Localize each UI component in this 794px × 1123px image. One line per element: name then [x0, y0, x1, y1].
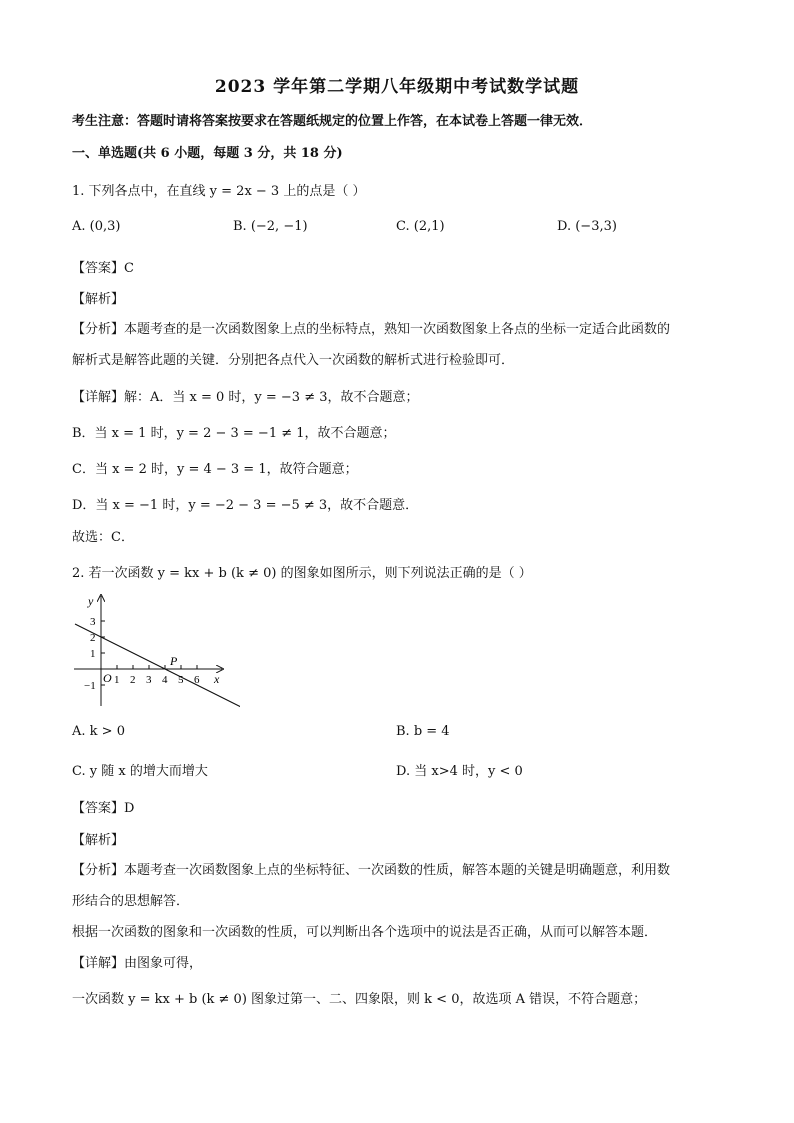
x-tick-4: 4	[162, 674, 168, 686]
q1-option-a: A. (0,3)	[72, 219, 121, 234]
section-heading: 一、单选题(共 6 小题，每题 3 分，共 18 分)	[72, 146, 343, 161]
q2-option-d: D. 当 x>4 时，y < 0	[396, 764, 523, 779]
q1-option-d: D. (−3,3)	[557, 219, 617, 234]
q2-stem: 2. 若一次函数 y = kx + b (k ≠ 0) 的图象如图所示，则下列说法正确的是（ ）	[72, 566, 532, 581]
point-p-label: P	[170, 654, 178, 668]
q1-option-c: C. (2,1)	[396, 219, 445, 234]
x-tick-3: 3	[146, 674, 152, 686]
q1-detail-c: C．当 x = 2 时，y = 4 − 3 = 1，故符合题意；	[72, 462, 358, 477]
page-title: 2023 学年第二学期八年级期中考试数学试题	[214, 77, 580, 97]
y-tick-2: 2	[90, 632, 96, 644]
y-tick-neg1: −1	[84, 680, 96, 692]
q2-option-b: B. b = 4	[396, 724, 450, 739]
q1-detail-d: D．当 x = −1 时，y = −2 − 3 = −5 ≠ 3，故不合题意．	[72, 498, 419, 513]
q1-fenxi-line2: 解析式是解答此题的关键．分别把各点代入一次函数的解析式进行检验即可．	[72, 353, 515, 368]
function-line	[75, 624, 240, 709]
q2-basis: 根据一次函数的图象和一次函数的性质，可以判断出各个选项中的说法是否正确，从而可以解答本题．	[72, 925, 658, 940]
q1-detail-b: B．当 x = 1 时，y = 2 − 3 = −1 ≠ 1，故不合题意；	[72, 426, 396, 441]
x-tick-2: 2	[130, 674, 136, 686]
x-tick-6: 6	[194, 674, 200, 686]
origin-label: O	[103, 671, 112, 685]
q2-option-c: C. y 随 x 的增大而增大	[72, 764, 208, 779]
exam-notice: 考生注意：答题时请将答案按要求在答题纸规定的位置上作答，在本试卷上答题一律无效．	[72, 114, 593, 129]
q1-detail-a: 【详解】解：A．当 x = 0 时，y = −3 ≠ 3，故不合题意；	[72, 390, 419, 405]
q1-analysis-tag: 【解析】	[72, 292, 125, 307]
q1-fenxi-line1: 【分析】本题考查的是一次函数图象上点的坐标特点，熟知一次函数图象上各点的坐标一定适合此函数的	[72, 322, 671, 337]
x-axis-label: x	[214, 672, 220, 686]
q2-answer: 【答案】D	[72, 801, 135, 816]
q1-answer: 【答案】C	[72, 261, 134, 276]
x-tick-5: 5	[178, 674, 184, 686]
q2-function-graph	[70, 592, 240, 712]
q2-option-a: A. k > 0	[72, 724, 125, 739]
q2-fenxi-line1: 【分析】本题考查一次函数图象上点的坐标特征、一次函数的性质，解答本题的关键是明确题意，利用数	[72, 863, 671, 878]
q1-choose: 故选：C．	[72, 530, 134, 545]
y-tick-3: 3	[90, 616, 96, 628]
q1-option-b: B. (−2, −1)	[233, 219, 308, 234]
q2-fenxi-line2: 形结合的思想解答．	[72, 894, 190, 909]
y-tick-1: 1	[90, 648, 96, 660]
q2-analysis-tag: 【解析】	[72, 833, 125, 848]
y-axis-label: y	[88, 594, 94, 608]
q1-stem: 1. 下列各点中，在直线 y = 2x − 3 上的点是（ ）	[72, 184, 366, 199]
q2-detail-a: 一次函数 y = kx + b (k ≠ 0) 图象过第一、二、四象限，则 k < 0，故选项 A 错误，不符合题意；	[72, 992, 647, 1007]
q2-detail-intro: 【详解】由图象可得，	[72, 956, 203, 971]
x-tick-1: 1	[114, 674, 120, 686]
